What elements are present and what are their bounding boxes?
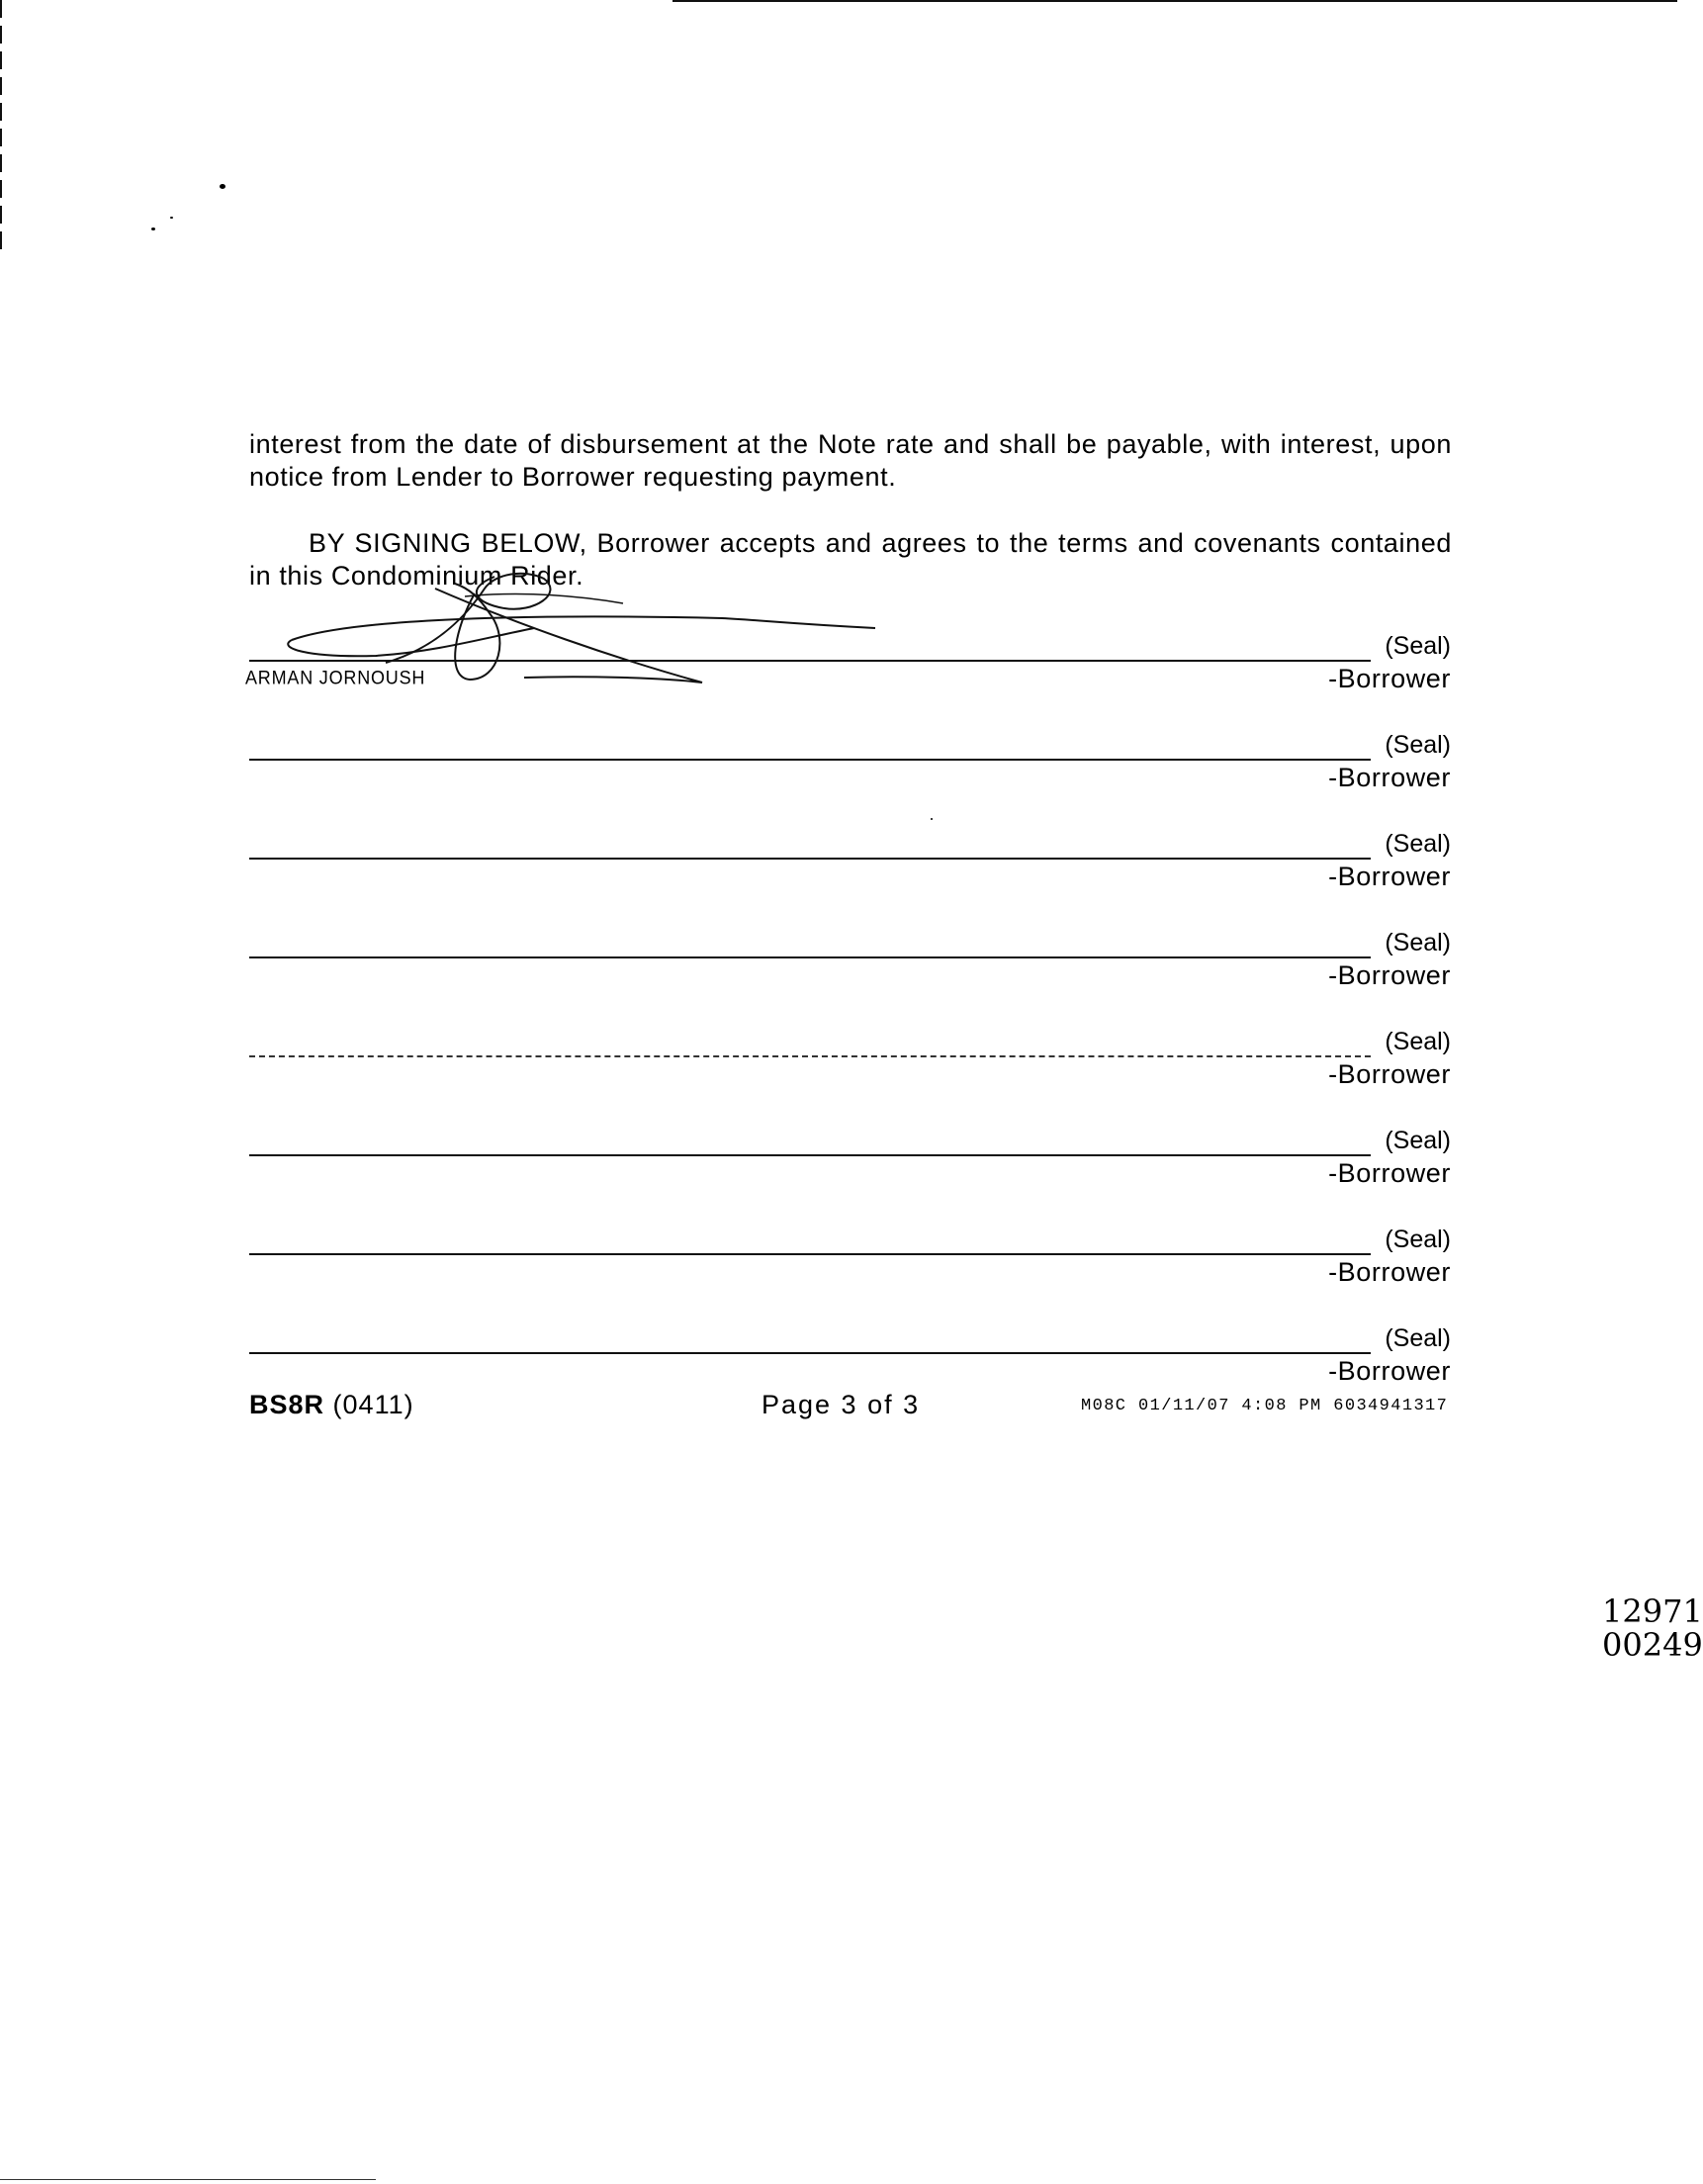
borrower-label-5: -Borrower: [1328, 1059, 1451, 1089]
borrower-label-8: -Borrower: [1328, 1356, 1451, 1386]
seal-label-2: (Seal): [1385, 731, 1451, 759]
borrower-label-6: -Borrower: [1328, 1158, 1451, 1188]
borrower-label-1: -Borrower: [1328, 664, 1451, 693]
signature-line-5[interactable]: [249, 1055, 1371, 1057]
signature-line-3[interactable]: [249, 858, 1371, 860]
scan-edge-top: [672, 0, 1677, 2]
scan-speck: [151, 228, 155, 230]
signature-line-4[interactable]: [249, 956, 1371, 958]
rider-paragraph-interest: interest from the date of disbursement at the Note rate and shall be payable, with interest, upon notice from Lender to Borrower requesting payment.: [249, 429, 1452, 492]
signature-line-2[interactable]: [249, 759, 1371, 761]
form-code-id: BS8R: [249, 1390, 325, 1419]
scan-speck: [170, 217, 173, 219]
scan-speck: [220, 184, 225, 189]
seal-label-4: (Seal): [1385, 929, 1451, 956]
seal-label-7: (Seal): [1385, 1226, 1451, 1253]
seal-label-1: (Seal): [1385, 632, 1451, 660]
printed-signer-name: ARMAN JORNOUSH: [245, 666, 426, 688]
seal-label-5: (Seal): [1385, 1028, 1451, 1055]
scan-edge-left: [0, 0, 2, 257]
scan-speck: [931, 818, 933, 820]
signature-line-1[interactable]: [249, 660, 1371, 662]
form-code-version: (0411): [332, 1390, 414, 1419]
borrower-label-2: -Borrower: [1328, 763, 1451, 792]
signature-line-7[interactable]: [249, 1253, 1371, 1255]
seal-label-6: (Seal): [1385, 1127, 1451, 1154]
borrower-label-3: -Borrower: [1328, 862, 1451, 891]
scan-edge-bottom: [0, 2179, 376, 2180]
seal-label-8: (Seal): [1385, 1324, 1451, 1352]
seal-label-3: (Seal): [1385, 830, 1451, 858]
borrower-label-7: -Borrower: [1328, 1257, 1451, 1287]
fax-stamp: M08C 01/11/07 4:08 PM 6034941317: [1081, 1397, 1449, 1415]
signature-line-8[interactable]: [249, 1352, 1371, 1354]
rider-paragraph-signing: BY SIGNING BELOW, Borrower accepts and agrees to the terms and covenants contained in this Condominium Rider.: [249, 528, 1452, 591]
borrower-label-4: -Borrower: [1328, 960, 1451, 990]
page-number: Page 3 of 3: [762, 1390, 921, 1419]
form-code: [249, 1390, 414, 1420]
vertical-document-number: 12971 00249: [1602, 1592, 1703, 1664]
signature-line-6[interactable]: [249, 1154, 1371, 1156]
